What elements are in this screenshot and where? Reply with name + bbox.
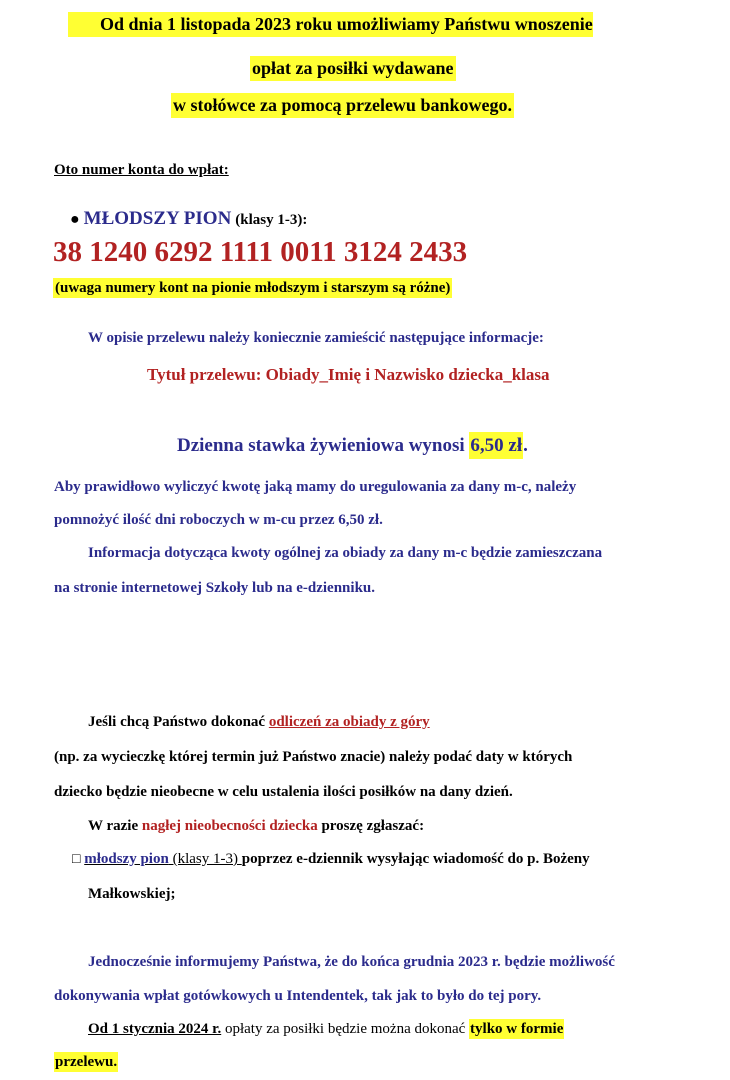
final-line-1 <box>88 1021 564 1038</box>
calc-line-3: Informacja dotycząca kwoty ogólnej za obiady za dany m-c będzie zamieszczana <box>88 545 603 561</box>
calc-line-4: na stronie internetowej Szkoły lub na e-dzienniku. <box>54 580 375 596</box>
account-note-text: (uwaga numery kont na pionie młodszym i starszym są różne) <box>55 280 451 296</box>
cash-line-2: dokonywania wpłat gotówkowych u Intendentek, tak jak to było do tej pory. <box>54 988 542 1004</box>
header-line-3-text: w stołówce za pomocą przelewu bankowego. <box>171 93 514 118</box>
daily-rate-suffix: . <box>523 435 528 456</box>
pion-detail: (klasy 1-3) <box>168 851 242 867</box>
transfer-instruction: W opisie przelewu należy koniecznie zamieścić następujące informacje: <box>88 330 544 346</box>
daily-rate-value: 6,50 zł <box>469 432 523 459</box>
header-line-2-text: opłat za posiłki wydawane <box>250 56 456 81</box>
final-date: Od 1 stycznia 2024 r. <box>88 1021 222 1037</box>
header-line-3 <box>171 93 514 118</box>
checkbox-icon: □ <box>72 852 81 867</box>
header-line-1-text: Od dnia 1 listopada 2023 roku umożliwiamy Państwu wnoszenie <box>68 12 593 37</box>
final-highlight-2: przelewu. <box>55 1054 118 1070</box>
transfer-title: Tytuł przelewu: Obiady_Imię i Nazwisko dziecka_klasa <box>147 365 550 384</box>
pion-rest: poprzez e-dziennik wysyłając wiadomość do p. Bożeny <box>241 851 590 867</box>
deductions-link[interactable]: odliczeń za obiady z góry <box>268 714 430 730</box>
final-highlight: tylko w formie <box>470 1021 564 1037</box>
deductions-intro <box>88 714 430 731</box>
calc-line-1: Aby prawidłowo wyliczyć kwotę jaką mamy do uregulowania za dany m-c, należy <box>54 479 577 495</box>
account-note <box>53 280 452 297</box>
header-line-2 <box>250 56 456 81</box>
absence-post: proszę zgłaszać: <box>317 818 425 834</box>
absence-pre: W razie <box>88 818 142 834</box>
deductions-line-3: dziecko będzie nieobecne w celu ustalenia ilości posiłków na dany dzień. <box>54 784 513 800</box>
group-detail: (klasy 1-3): <box>235 212 308 228</box>
final-line-2 <box>54 1054 118 1071</box>
deductions-intro-text: Jeśli chcą Państwo dokonać <box>88 714 269 730</box>
daily-rate <box>177 435 528 457</box>
pion-line-2: Małkowskiej; <box>88 886 176 902</box>
absence-highlight: nagłej nieobecności dziecka <box>141 818 318 834</box>
bullet-icon: ● <box>70 211 80 228</box>
calc-line-2: pomnożyć ilość dni roboczych w m-cu przez 6,50 zł. <box>54 512 383 528</box>
deductions-line-2: (np. za wycieczkę której termin już Państwo znacie) należy podać daty w których <box>54 749 573 765</box>
account-label: Oto numer konta do wpłat: <box>54 162 229 178</box>
account-group-line <box>70 208 307 230</box>
account-number: 38 1240 6292 1111 0011 3124 2433 <box>53 236 468 268</box>
header-line-1 <box>68 12 593 37</box>
pion-link[interactable]: młodszy pion <box>84 851 169 867</box>
pion-line <box>72 851 590 868</box>
cash-line-1: Jednocześnie informujemy Państwa, że do końca grudnia 2023 r. będzie możliwość <box>88 954 615 970</box>
daily-rate-text: Dzienna stawka żywieniowa wynosi <box>177 435 470 456</box>
final-mid: opłaty za posiłki będzie można dokonać <box>221 1021 470 1037</box>
group-name: MŁODSZY PION <box>83 208 232 229</box>
absence-line <box>88 818 424 835</box>
